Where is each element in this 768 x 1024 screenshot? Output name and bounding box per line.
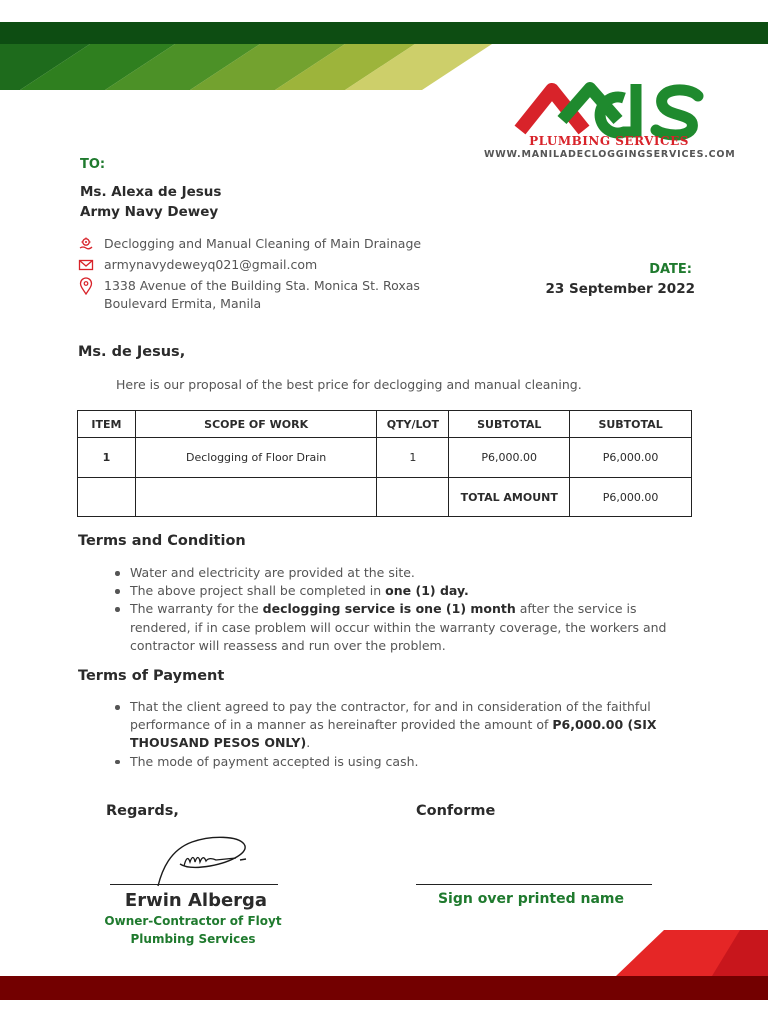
header-subtotal: SUBTOTAL (449, 411, 570, 438)
cell-empty (78, 478, 136, 517)
signer-title: Owner-Contractor of Floyt Plumbing Services (104, 914, 282, 946)
info-row-service (78, 235, 444, 253)
conforme-label: Conforme (416, 803, 496, 819)
list-item: The mode of payment accepted is using cash. (112, 753, 682, 771)
intro-text: Here is our proposal of the best price for declogging and manual cleaning. (116, 377, 582, 392)
client-organization: Army Navy Dewey (80, 204, 219, 220)
date-label: DATE: (649, 262, 692, 277)
date-value: 23 September 2022 (545, 281, 695, 297)
table-header-row (78, 411, 692, 438)
service-description: Declogging and Manual Cleaning of Main Drainage (104, 236, 422, 251)
cell-subtotal: P6,000.00 (449, 438, 570, 478)
envelope-icon (78, 256, 98, 274)
header-item: ITEM (78, 411, 136, 438)
terms-title: Terms and Condition (78, 533, 246, 549)
cell-empty (377, 478, 449, 517)
total-amount-value: P6,000.00 (570, 478, 692, 517)
table-row-total (78, 478, 692, 517)
header-qty: QTY/LOT (377, 411, 449, 438)
list-item: The above project shall be completed in one (1) day. (112, 582, 682, 600)
terms-list (112, 564, 682, 655)
cell-qty: 1 (377, 438, 449, 478)
sign-over-printed-name: Sign over printed name (437, 891, 625, 907)
signer-name: Erwin Alberga (124, 890, 268, 911)
signature-line-right (416, 884, 652, 885)
payment-list (112, 698, 682, 771)
handwritten-signature (140, 832, 260, 892)
client-address: 1338 Avenue of the Building Sta. Monica St. Roxas Boulevard Ermita, Manila (104, 278, 420, 311)
list-item: The warranty for the declogging service is one (1) month after the service is rendered, if in case problem will occur within the warranty coverage, the workers and contractor will reassess and run over the problem. (112, 600, 682, 655)
bottom-decorative-band (0, 930, 768, 1000)
signature-line-left (110, 884, 278, 885)
salutation: Ms. de Jesus, (78, 344, 186, 360)
cell-subtotal-2: P6,000.00 (570, 438, 692, 478)
cell-empty (135, 478, 376, 517)
regards-label: Regards, (106, 803, 179, 819)
total-amount-label: TOTAL AMOUNT (449, 478, 570, 517)
info-row-email (78, 256, 444, 274)
info-row-address (78, 277, 444, 313)
client-email: armynavydeweyq021@gmail.com (104, 257, 318, 272)
website-url: WWW.MANILADECLOGGINGSERVICES.COM (484, 149, 736, 160)
table-row (78, 438, 692, 478)
list-item: Water and electricity are provided at the site. (112, 564, 682, 582)
location-pin-icon (78, 277, 98, 295)
header-subtotal-2: SUBTOTAL (570, 411, 692, 438)
cell-item: 1 (78, 438, 136, 478)
header-scope: SCOPE OF WORK (135, 411, 376, 438)
pricing-table (77, 410, 692, 517)
payment-title: Terms of Payment (78, 668, 225, 684)
list-item: That the client agreed to pay the contractor, for and in consideration of the faithful performance of in a manner as hereinafter provided the amount of P6,000.00 (SIX THOUSAND PESOS ONLY). (112, 698, 682, 753)
client-name: Ms. Alexa de Jesus (80, 184, 222, 200)
gear-hand-icon (78, 235, 98, 253)
to-label: TO: (80, 157, 106, 172)
logo-subtitle: PLUMBING SERVICES (529, 134, 689, 148)
cell-scope: Declogging of Floor Drain (135, 438, 376, 478)
